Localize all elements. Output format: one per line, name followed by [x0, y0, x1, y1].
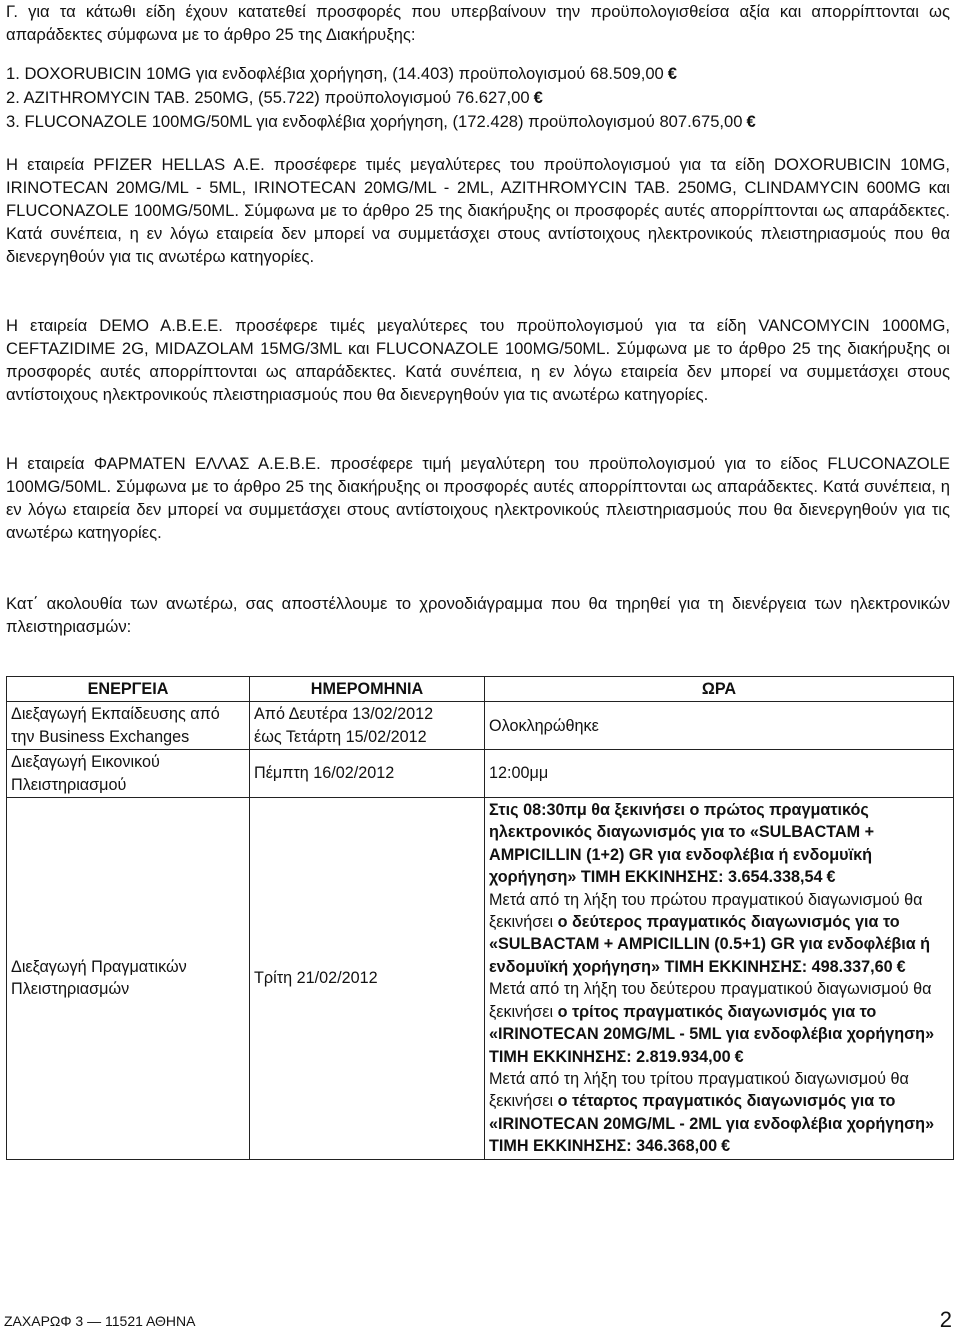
footer-address: ΖΑΧΑΡΩΦ 3 — 11521 ΑΘΗΝΑ	[4, 1313, 196, 1329]
list-item-text: 3. FLUCONAZOLE 100MG/50ML για ενδοφλέβια χορήγηση, (172.428) προϋπολογισμού 807.675,00	[6, 112, 743, 131]
date-cell	[250, 702, 485, 750]
intro-paragraph: Γ. για τα κάτωθι είδη έχουν κατατεθεί προσφορές που υπερβαίνουν την προϋπολογισθείσα αξία και απορρίπτονται ως απαράδεκτες σύμφωνα με το άρθρο 25 της Διακήρυξης:	[6, 2, 950, 44]
event-bold-text: ο δεύτερος πραγματικός διαγωνισμός για το «SULBACTAM + AMPICILLIN (0.5+1) GR για ενδοφλέβια ή ενδομυϊκή χορήγηση» ΤΙΜΗ ΕΚΚΙΝΗΣΗΣ: 498.337,60	[489, 913, 931, 976]
auction-event	[489, 1068, 949, 1158]
list-item	[6, 62, 906, 86]
activity-cell: Διεξαγωγή Πραγματικών Πλειστηριασμών	[7, 798, 250, 1160]
date-cell: Τρίτη 21/02/2012	[250, 798, 485, 1160]
list-item	[6, 110, 906, 134]
date-cell: Πέμπτη 16/02/2012	[250, 750, 485, 798]
table-header-row	[7, 677, 954, 702]
date-line: έως Τετάρτη 15/02/2012	[254, 727, 427, 746]
time-cell: Ολοκληρώθηκε	[485, 702, 954, 750]
event-bold-text: ο τρίτος πραγματικός διαγωνισμός για το «IRINOTECAN 20MG/ML - 5ML για ενδοφλέβια χορήγηση» ΤΙΜΗ ΕΚΚΙΝΗΣΗΣ: 2.819.934,00	[489, 1002, 935, 1066]
time-cell: 12:00μμ	[485, 750, 954, 798]
event-lead-text: Μετά από τη λήξη του πρώτου πραγματικού διαγωνισμού θα ξεκινήσει	[489, 890, 923, 932]
event-bold-text: ο τέταρτος πραγματικός διαγωνισμός για το «IRINOTECAN 20MG/ML - 2ML για ενδοφλέβια χορήγηση» ΤΙΜΗ ΕΚΚΙΝΗΣΗΣ: 346.368,00	[489, 1092, 935, 1156]
table-row	[7, 798, 954, 1160]
list-item-text: 2. AZITHROMYCIN TAB. 250MG, (55.722) προϋπολογισμού 76.627,00	[6, 88, 530, 107]
header-time: ΩΡΑ	[485, 677, 954, 702]
event-bold-text: Στις 08:30πμ θα ξεκινήσει ο πρώτος πραγματικός ηλεκτρονικός διαγωνισμός για το «SULBACTAM + AMPICILLIN (1+2) GR για ενδοφλέβια ή ενδομυϊκή χορήγηση» ΤΙΜΗ ΕΚΚΙΝΗΣΗΣ: 3.654.338,54	[489, 801, 875, 887]
euro-icon: €	[896, 957, 906, 976]
rejected-items-list	[6, 62, 906, 134]
date-line: Από Δευτέρα 13/02/2012	[254, 705, 434, 724]
auction-event	[489, 799, 949, 889]
event-lead-text: Μετά από τη λήξη του τρίτου πραγματικού διαγωνισμού θα ξεκινήσει	[489, 1069, 909, 1111]
schedule-table	[6, 676, 954, 1160]
pfizer-paragraph: Η εταιρεία PFIZER HELLAS A.E. προσέφερε τιμές μεγαλύτερες του προϋπολογισμού για τα είδη DOXORUBICIN 10MG, IRINOTECAN 20MG/ML - 5ML, IRINOTECAN 20MG/ML - 2ML, AZITHROMYCIN TAB. 250MG, CLINDAMYCIN 600MG και FLUCONAZOLE 100MG/50ML. Σύμφωνα με το άρθρο 25 της διακήρυξης οι προσφορές αυτές απορρίπτονται ως απαράδεκτες. Κατά συνέπεια, η εν λόγω εταιρεία δεν μπορεί να συμμετάσχει στους αντίστοιχους ηλεκτρονικούς πλειστηριασμούς που θα διενεργηθούν για τις ανωτέρω κατηγορίες.	[6, 155, 950, 266]
euro-icon: €	[746, 112, 756, 131]
table-row	[7, 702, 954, 750]
events-cell	[485, 798, 954, 1160]
header-date: ΗΜΕΡΟΜΗΝΙΑ	[250, 677, 485, 702]
demo-paragraph: Η εταιρεία DEMO A.B.E.E. προσέφερε τιμές μεγαλύτερες του προϋπολογισμού για τα είδη VANCOMYCIN 1000MG, CEFTAZIDIME 2G, MIDAZOLAM 15MG/3ML και FLUCONAZOLE 100MG/50ML. Σύμφωνα με το άρθρο 25 της διακήρυξης οι προσφορές αυτές απορρίπτονται ως απαράδεκτες. Κατά συνέπεια, η εν λόγω εταιρεία δεν μπορεί να συμμετάσχει στους αντίστοιχους ηλεκτρονικούς πλειστηριασμούς που θα διενεργηθούν για τις ανωτέρω κατηγορίες.	[6, 316, 950, 404]
auction-event	[489, 978, 949, 1068]
schedule-intro-paragraph: Κατ΄ ακολουθία των ανωτέρω, σας αποστέλλουμε το χρονοδιάγραμμα που θα τηρηθεί για τη διενέργεια των ηλεκτρονικών πλειστηριασμών:	[6, 594, 950, 636]
auction-event	[489, 889, 949, 979]
euro-icon: €	[721, 1137, 731, 1156]
activity-cell: Διεξαγωγή Εκπαίδευσης από την Business Exchanges	[7, 702, 250, 750]
euro-icon: €	[667, 64, 678, 83]
list-item	[6, 86, 906, 110]
table-row	[7, 750, 954, 798]
euro-icon: €	[826, 868, 836, 887]
farmaten-paragraph: Η εταιρεία ΦΑΡΜΑΤΕΝ ΕΛΛΑΣ Α.Ε.Β.Ε. προσέφερε τιμή μεγαλύτερη του προϋπολογισμού για το είδος FLUCONAZOLE 100MG/50ML. Σύμφωνα με το άρθρο 25 της διακήρυξης οι προσφορές αυτές απορρίπτονται ως απαράδεκτες. Κατά συνέπεια, η εν λόγω εταιρεία δεν μπορεί να συμμετάσχει στους αντίστοιχους ηλεκτρονικούς πλειστηριασμούς που θα διενεργηθούν για τις ανωτέρω κατηγορίες.	[6, 454, 950, 542]
euro-icon: €	[533, 88, 543, 107]
page-number: 2	[939, 1307, 952, 1332]
event-lead-text: Μετά από τη λήξη του δεύτερου πραγματικού διαγωνισμού θα ξεκινήσει	[489, 980, 932, 1021]
header-activity: ΕΝΕΡΓΕΙΑ	[7, 677, 250, 702]
activity-cell: Διεξαγωγή Εικονικού Πλειστηριασμού	[7, 750, 250, 798]
list-item-text: 1. DOXORUBICIN 10MG για ενδοφλέβια χορήγηση, (14.403) προϋπολογισμού 68.509,00	[6, 64, 664, 83]
euro-icon: €	[734, 1047, 744, 1066]
